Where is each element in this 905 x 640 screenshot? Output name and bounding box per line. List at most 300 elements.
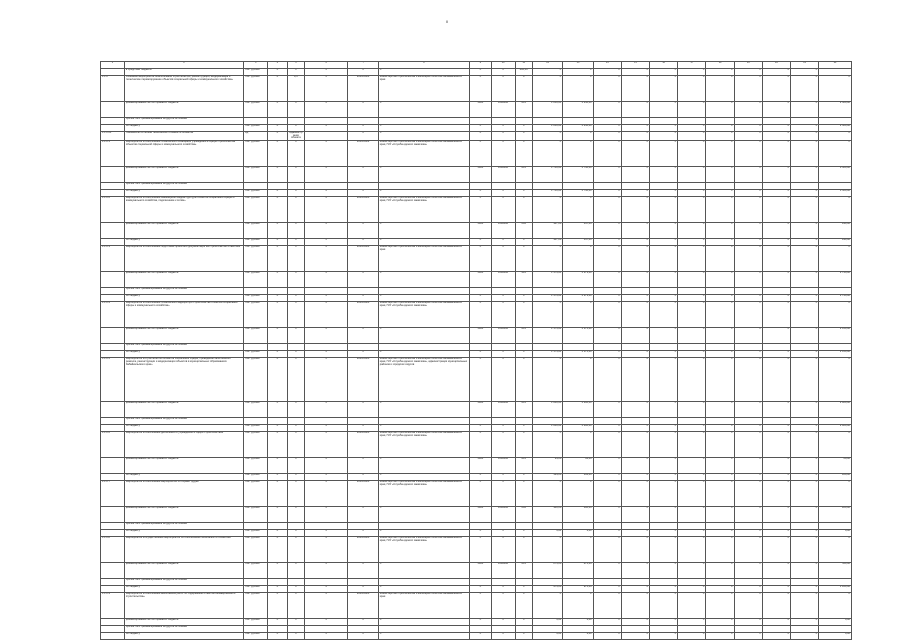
table-cell	[378, 579, 469, 586]
header-cell: 13	[563, 62, 593, 69]
table-cell: 1 373,00	[532, 295, 562, 302]
table-cell: Х	[268, 530, 288, 537]
table-cell: Х	[305, 141, 348, 167]
table-cell	[469, 344, 491, 351]
table-cell: Х	[791, 586, 819, 593]
table-cell: Х	[515, 633, 532, 640]
table-cell: Х	[268, 537, 288, 563]
table-cell: Х	[268, 563, 288, 579]
header-cell: 15	[621, 62, 649, 69]
table-cell: 1 373,00	[532, 272, 562, 288]
table-row	[101, 167, 852, 183]
table-cell	[515, 344, 532, 351]
table-cell: Х	[762, 474, 790, 481]
table-cell: Х	[762, 402, 790, 418]
table-cell: тыс. рублей	[244, 474, 268, 481]
table-cell: Х	[621, 246, 649, 272]
table-cell: Министерство строительства и жилищной политики Забайкальского края	[378, 593, 469, 619]
table-cell	[650, 418, 678, 425]
table-cell: 34,00	[532, 458, 562, 474]
table-cell: по бюджету	[124, 633, 243, 640]
table-cell: Х	[378, 190, 469, 197]
table-cell: Х	[621, 425, 649, 432]
table-cell: тыс. рублей	[244, 197, 268, 223]
table-cell	[101, 239, 125, 246]
table-cell: Х	[348, 132, 378, 141]
table-row	[101, 141, 852, 167]
table-cell	[348, 288, 378, 295]
table-cell: Х	[532, 481, 562, 507]
table-cell: Х	[515, 295, 532, 302]
table-cell	[706, 344, 734, 351]
table-cell	[305, 132, 348, 141]
table-cell: Х	[706, 328, 734, 344]
table-cell: Х	[762, 537, 790, 563]
table-cell: Х	[706, 432, 734, 458]
table-cell: Х	[287, 432, 304, 458]
table-cell: Х	[378, 425, 469, 432]
table-cell	[244, 523, 268, 530]
table-cell: тыс. рублей	[244, 167, 268, 183]
table-cell: Х	[621, 76, 649, 102]
table-row	[101, 183, 852, 190]
table-cell: 2019-2023	[348, 302, 378, 328]
table-cell	[101, 579, 125, 586]
table-cell: Х	[678, 425, 706, 432]
table-cell: по бюджету	[124, 474, 243, 481]
table-cell: Х	[532, 132, 562, 141]
table-cell: 100,00	[532, 507, 562, 523]
table-cell: Х	[650, 167, 678, 183]
table-cell	[469, 288, 491, 295]
table-cell: Х	[305, 619, 348, 626]
table-cell: Х	[305, 563, 348, 579]
table-cell: Х	[593, 458, 621, 474]
table-cell	[305, 523, 348, 530]
table-cell: Х	[378, 474, 469, 481]
table-cell: Мероприятие «Обеспечение инженерной инфраструктуры объектов социальной сферы и коммунального хозяйства, подключение к сетям»	[124, 197, 243, 223]
table-cell	[791, 579, 819, 586]
table-cell	[268, 288, 288, 295]
table-cell	[762, 579, 790, 586]
table-cell: Х	[650, 69, 678, 76]
table-cell	[532, 183, 562, 190]
table-cell: Х	[469, 141, 491, 167]
table-cell: Х	[762, 563, 790, 579]
table-cell	[101, 288, 125, 295]
table-cell: 1.1.2	[101, 76, 125, 102]
table-cell: Х	[287, 425, 304, 432]
table-cell: Х	[791, 102, 819, 118]
table-cell	[563, 288, 593, 295]
table-cell: 1000	[469, 102, 491, 118]
table-cell: Х	[678, 586, 706, 593]
table-cell: 34,00	[563, 458, 593, 474]
table-cell: тыс. рублей	[244, 328, 268, 344]
table-cell	[791, 344, 819, 351]
table-cell: Х	[305, 272, 348, 288]
table-cell	[621, 288, 649, 295]
table-cell	[244, 344, 268, 351]
table-cell: 1 950,00	[819, 586, 852, 593]
table-cell: Х	[378, 402, 469, 418]
table-cell: финансирование за счет краевого бюджета	[124, 328, 243, 344]
table-cell: Х	[678, 537, 706, 563]
table-cell	[515, 118, 532, 125]
table-cell	[378, 288, 469, 295]
table-cell	[593, 344, 621, 351]
table-cell: Х	[593, 619, 621, 626]
table-cell: Х	[469, 619, 491, 626]
table-cell: 2019-2024	[348, 246, 378, 272]
table-cell: Х	[791, 633, 819, 640]
table-cell	[791, 288, 819, 295]
table-cell: Х	[650, 190, 678, 197]
table-cell: Х	[762, 239, 790, 246]
table-cell: Х	[378, 458, 469, 474]
table-cell: Х	[593, 633, 621, 640]
table-cell: Х	[268, 197, 288, 223]
table-cell: 268,00	[819, 474, 852, 481]
table-cell: Х	[491, 76, 515, 102]
header-cell: 16	[650, 62, 678, 69]
table-cell: Х	[706, 563, 734, 579]
table-cell: Х	[348, 425, 378, 432]
table-cell: Х	[678, 141, 706, 167]
table-cell: 100,00	[563, 507, 593, 523]
table-cell: Министерство строительства и жилищной политики Забайкальского края	[378, 246, 469, 272]
table-cell: Х	[791, 295, 819, 302]
table-cell: тыс. рублей	[244, 351, 268, 358]
table-cell: финансирование за счет краевого бюджета	[124, 458, 243, 474]
table-cell	[734, 183, 762, 190]
table-cell	[101, 633, 125, 640]
table-cell: Х	[734, 167, 762, 183]
table-cell: Х	[621, 619, 649, 626]
table-cell	[244, 288, 268, 295]
table-cell: Х	[563, 69, 593, 76]
table-cell: Х	[621, 537, 649, 563]
header-cell: 22	[819, 62, 852, 69]
table-cell	[515, 523, 532, 530]
table-cell	[244, 118, 268, 125]
table-cell	[791, 418, 819, 425]
table-cell: Х	[287, 167, 304, 183]
table-cell: Х	[532, 358, 562, 402]
table-cell: 3 500,00	[819, 190, 852, 197]
table-cell: Х	[734, 328, 762, 344]
table-cell: Х	[515, 132, 532, 141]
table-cell: 2019-2022	[348, 141, 378, 167]
table-cell	[287, 418, 304, 425]
table-cell: 1 250,00	[532, 102, 562, 118]
table-row	[101, 351, 852, 358]
table-row	[101, 302, 852, 328]
table-cell	[819, 579, 852, 586]
table-cell: Х	[678, 167, 706, 183]
table-cell	[348, 579, 378, 586]
table-row	[101, 418, 852, 425]
table-cell: тыс. рублей	[244, 425, 268, 432]
table-cell: Х	[621, 167, 649, 183]
table-cell: прочие госп. финансирования за другие источники	[124, 344, 243, 351]
table-cell: Х	[678, 197, 706, 223]
table-cell: Х	[378, 239, 469, 246]
table-cell	[791, 118, 819, 125]
table-cell	[378, 344, 469, 351]
table-cell	[563, 579, 593, 586]
table-cell: Х	[593, 132, 621, 141]
table-cell: Показатель «Степень технической готовности объекта»	[124, 132, 243, 141]
table-cell: Х	[762, 586, 790, 593]
table-cell: 244	[515, 507, 532, 523]
table-cell	[287, 579, 304, 586]
table-cell: Х	[762, 125, 790, 132]
table-cell: 1000000	[491, 563, 515, 579]
table-cell: Х	[762, 223, 790, 239]
table-row	[101, 358, 852, 402]
table-cell: Х	[469, 481, 491, 507]
table-cell	[678, 418, 706, 425]
table-cell: Х	[469, 246, 491, 272]
table-cell	[491, 288, 515, 295]
header-cell: 8	[378, 62, 469, 69]
table-cell: Х	[621, 633, 649, 640]
table-cell: 1000	[469, 458, 491, 474]
table-cell: Мероприятие «Обеспечение деятельности учреждений в сфере строительства»	[124, 432, 243, 458]
table-cell: прочие госп. финансирования за другие источники	[124, 626, 243, 633]
table-cell	[621, 579, 649, 586]
table-cell: Х	[650, 563, 678, 579]
table-cell: Х	[734, 358, 762, 402]
table-cell: Х	[706, 530, 734, 537]
table-cell	[305, 118, 348, 125]
table-cell: Х	[621, 295, 649, 302]
table-cell	[650, 523, 678, 530]
table-cell: Х	[734, 458, 762, 474]
table-cell: 1 750,00	[563, 190, 593, 197]
table-cell: финансирование за счет краевого бюджета	[124, 223, 243, 239]
table-row	[101, 76, 852, 102]
table-row	[101, 272, 852, 288]
table-cell: 2 350,00	[819, 328, 852, 344]
table-cell	[287, 344, 304, 351]
table-cell: Х	[287, 474, 304, 481]
header-cell: 5	[287, 62, 304, 69]
table-row	[101, 537, 852, 563]
table-cell: Х	[268, 132, 288, 141]
table-cell: прочие госп. финансирования за другие источники	[124, 288, 243, 295]
table-cell: Х	[734, 474, 762, 481]
table-cell: Х	[593, 474, 621, 481]
table-cell: Х	[305, 358, 348, 402]
table-cell: Х	[593, 190, 621, 197]
table-row	[101, 246, 852, 272]
table-cell: Х	[621, 563, 649, 579]
table-cell	[563, 183, 593, 190]
table-cell: Х	[706, 593, 734, 619]
table-cell: Х	[305, 481, 348, 507]
table-cell	[532, 626, 562, 633]
table-cell: Х	[791, 132, 819, 141]
table-cell: Х	[678, 474, 706, 481]
table-cell: Х	[305, 425, 348, 432]
table-cell: Администрация объекта	[287, 132, 304, 141]
table-cell: Х	[532, 432, 562, 458]
table-cell: финансирование за счет краевого бюджета	[124, 102, 243, 118]
table-cell	[819, 418, 852, 425]
table-cell: Х	[621, 351, 649, 358]
table-row	[101, 118, 852, 125]
table-cell: Х	[706, 351, 734, 358]
table-cell	[532, 579, 562, 586]
table-cell: 1000	[469, 563, 491, 579]
table-cell: Х	[706, 507, 734, 523]
table-cell: 2019-2023	[348, 358, 378, 402]
table-cell: 1000	[469, 328, 491, 344]
table-cell: Х	[791, 537, 819, 563]
table-cell: Х	[650, 425, 678, 432]
table-cell: Х	[593, 425, 621, 432]
table-cell	[706, 118, 734, 125]
table-cell	[563, 344, 593, 351]
table-cell: Х	[268, 586, 288, 593]
table-cell: Х	[287, 69, 304, 76]
table-cell	[268, 118, 288, 125]
table-cell: 2 500,00	[819, 125, 852, 132]
table-cell: по бюджету	[124, 239, 243, 246]
table-cell: Х	[268, 76, 288, 102]
table-cell	[101, 223, 125, 239]
table-cell: Х	[734, 402, 762, 418]
table-cell: Х	[268, 481, 288, 507]
table-cell	[734, 344, 762, 351]
table-cell	[305, 626, 348, 633]
table-cell: Х	[491, 481, 515, 507]
table-cell: Х	[593, 102, 621, 118]
table-cell: Х	[348, 474, 378, 481]
table-cell: Х	[491, 239, 515, 246]
header-cell: 20	[762, 62, 790, 69]
table-cell: Х	[819, 246, 852, 272]
table-cell: Мероприятие «Осуществление мероприятий по обеспечению безопасности объектов»	[124, 537, 243, 563]
table-cell	[621, 626, 649, 633]
table-cell: Х	[734, 302, 762, 328]
table-cell: Х	[621, 272, 649, 288]
table-cell: 2 500,00	[819, 102, 852, 118]
table-cell: 2019-2023	[348, 537, 378, 563]
table-cell: Министерство строительства и жилищной политики Забайкальского края, ГКУ «Служба единого заказчика», администрации муниципальных районов и городских округов	[378, 358, 469, 402]
table-cell: Х	[469, 432, 491, 458]
table-cell: тыс. рублей	[244, 530, 268, 537]
table-cell: Х	[706, 586, 734, 593]
table-row	[101, 530, 852, 537]
table-cell	[469, 418, 491, 425]
table-cell	[563, 626, 593, 633]
table-cell: Х	[563, 246, 593, 272]
table-cell: Х	[791, 246, 819, 272]
header-cell: 2	[124, 62, 243, 69]
table-cell: финансирование за счет краевого бюджета	[124, 563, 243, 579]
table-cell: Х	[762, 328, 790, 344]
table-cell: Х	[650, 458, 678, 474]
table-cell: Х	[678, 563, 706, 579]
table-cell: Х	[287, 102, 304, 118]
table-cell	[621, 118, 649, 125]
table-cell: Х	[287, 586, 304, 593]
table-row	[101, 593, 852, 619]
table-cell: Х	[515, 239, 532, 246]
table-cell: Х	[469, 125, 491, 132]
table-cell: Х	[706, 223, 734, 239]
header-cell: 14	[593, 62, 621, 69]
table-cell: Х	[734, 425, 762, 432]
table-cell: Х	[305, 197, 348, 223]
table-cell: Х	[305, 586, 348, 593]
table-cell	[268, 523, 288, 530]
table-cell	[678, 344, 706, 351]
table-cell: тыс. рублей	[244, 141, 268, 167]
table-cell	[762, 118, 790, 125]
table-cell	[101, 626, 125, 633]
table-cell: Х	[268, 507, 288, 523]
table-cell: Х	[378, 295, 469, 302]
table-cell: Х	[819, 76, 852, 102]
table-cell: Х	[563, 432, 593, 458]
table-cell: Х	[268, 272, 288, 288]
table-cell: Х	[305, 69, 348, 76]
table-cell: Х	[305, 246, 348, 272]
table-cell: Х	[305, 530, 348, 537]
table-cell: Х	[593, 295, 621, 302]
table-cell: тыс. рублей	[244, 563, 268, 579]
table-cell: Х	[268, 223, 288, 239]
table-cell: Х	[678, 102, 706, 118]
table-cell: Х	[305, 432, 348, 458]
table-cell: Х	[287, 223, 304, 239]
table-cell	[791, 626, 819, 633]
table-cell: 1000	[469, 223, 491, 239]
table-cell: Х	[762, 619, 790, 626]
table-cell: 1000000	[491, 328, 515, 344]
table-cell: Х	[491, 432, 515, 458]
table-cell: 1 250,00	[563, 125, 593, 132]
table-cell: Х	[532, 302, 562, 328]
table-row	[101, 507, 852, 523]
table-cell: Х	[491, 537, 515, 563]
table-cell: тыс. рублей	[244, 246, 268, 272]
table-cell: 134,00	[563, 474, 593, 481]
table-cell: 1 175,00	[532, 351, 562, 358]
table-cell: Х	[791, 351, 819, 358]
table-cell: 811	[515, 328, 532, 344]
table-cell: Х	[734, 507, 762, 523]
table-cell	[101, 118, 125, 125]
table-cell: Х	[593, 537, 621, 563]
table-cell	[287, 523, 304, 530]
table-cell	[515, 418, 532, 425]
table-cell	[268, 183, 288, 190]
table-cell	[593, 523, 621, 530]
table-cell	[650, 579, 678, 586]
table-cell	[348, 344, 378, 351]
table-cell: Х	[287, 197, 304, 223]
table-cell: 800,00	[515, 69, 532, 76]
table-cell: Х	[305, 593, 348, 619]
table-cell: по бюджету	[124, 425, 243, 432]
table-cell: Х	[621, 239, 649, 246]
table-cell: Х	[515, 537, 532, 563]
